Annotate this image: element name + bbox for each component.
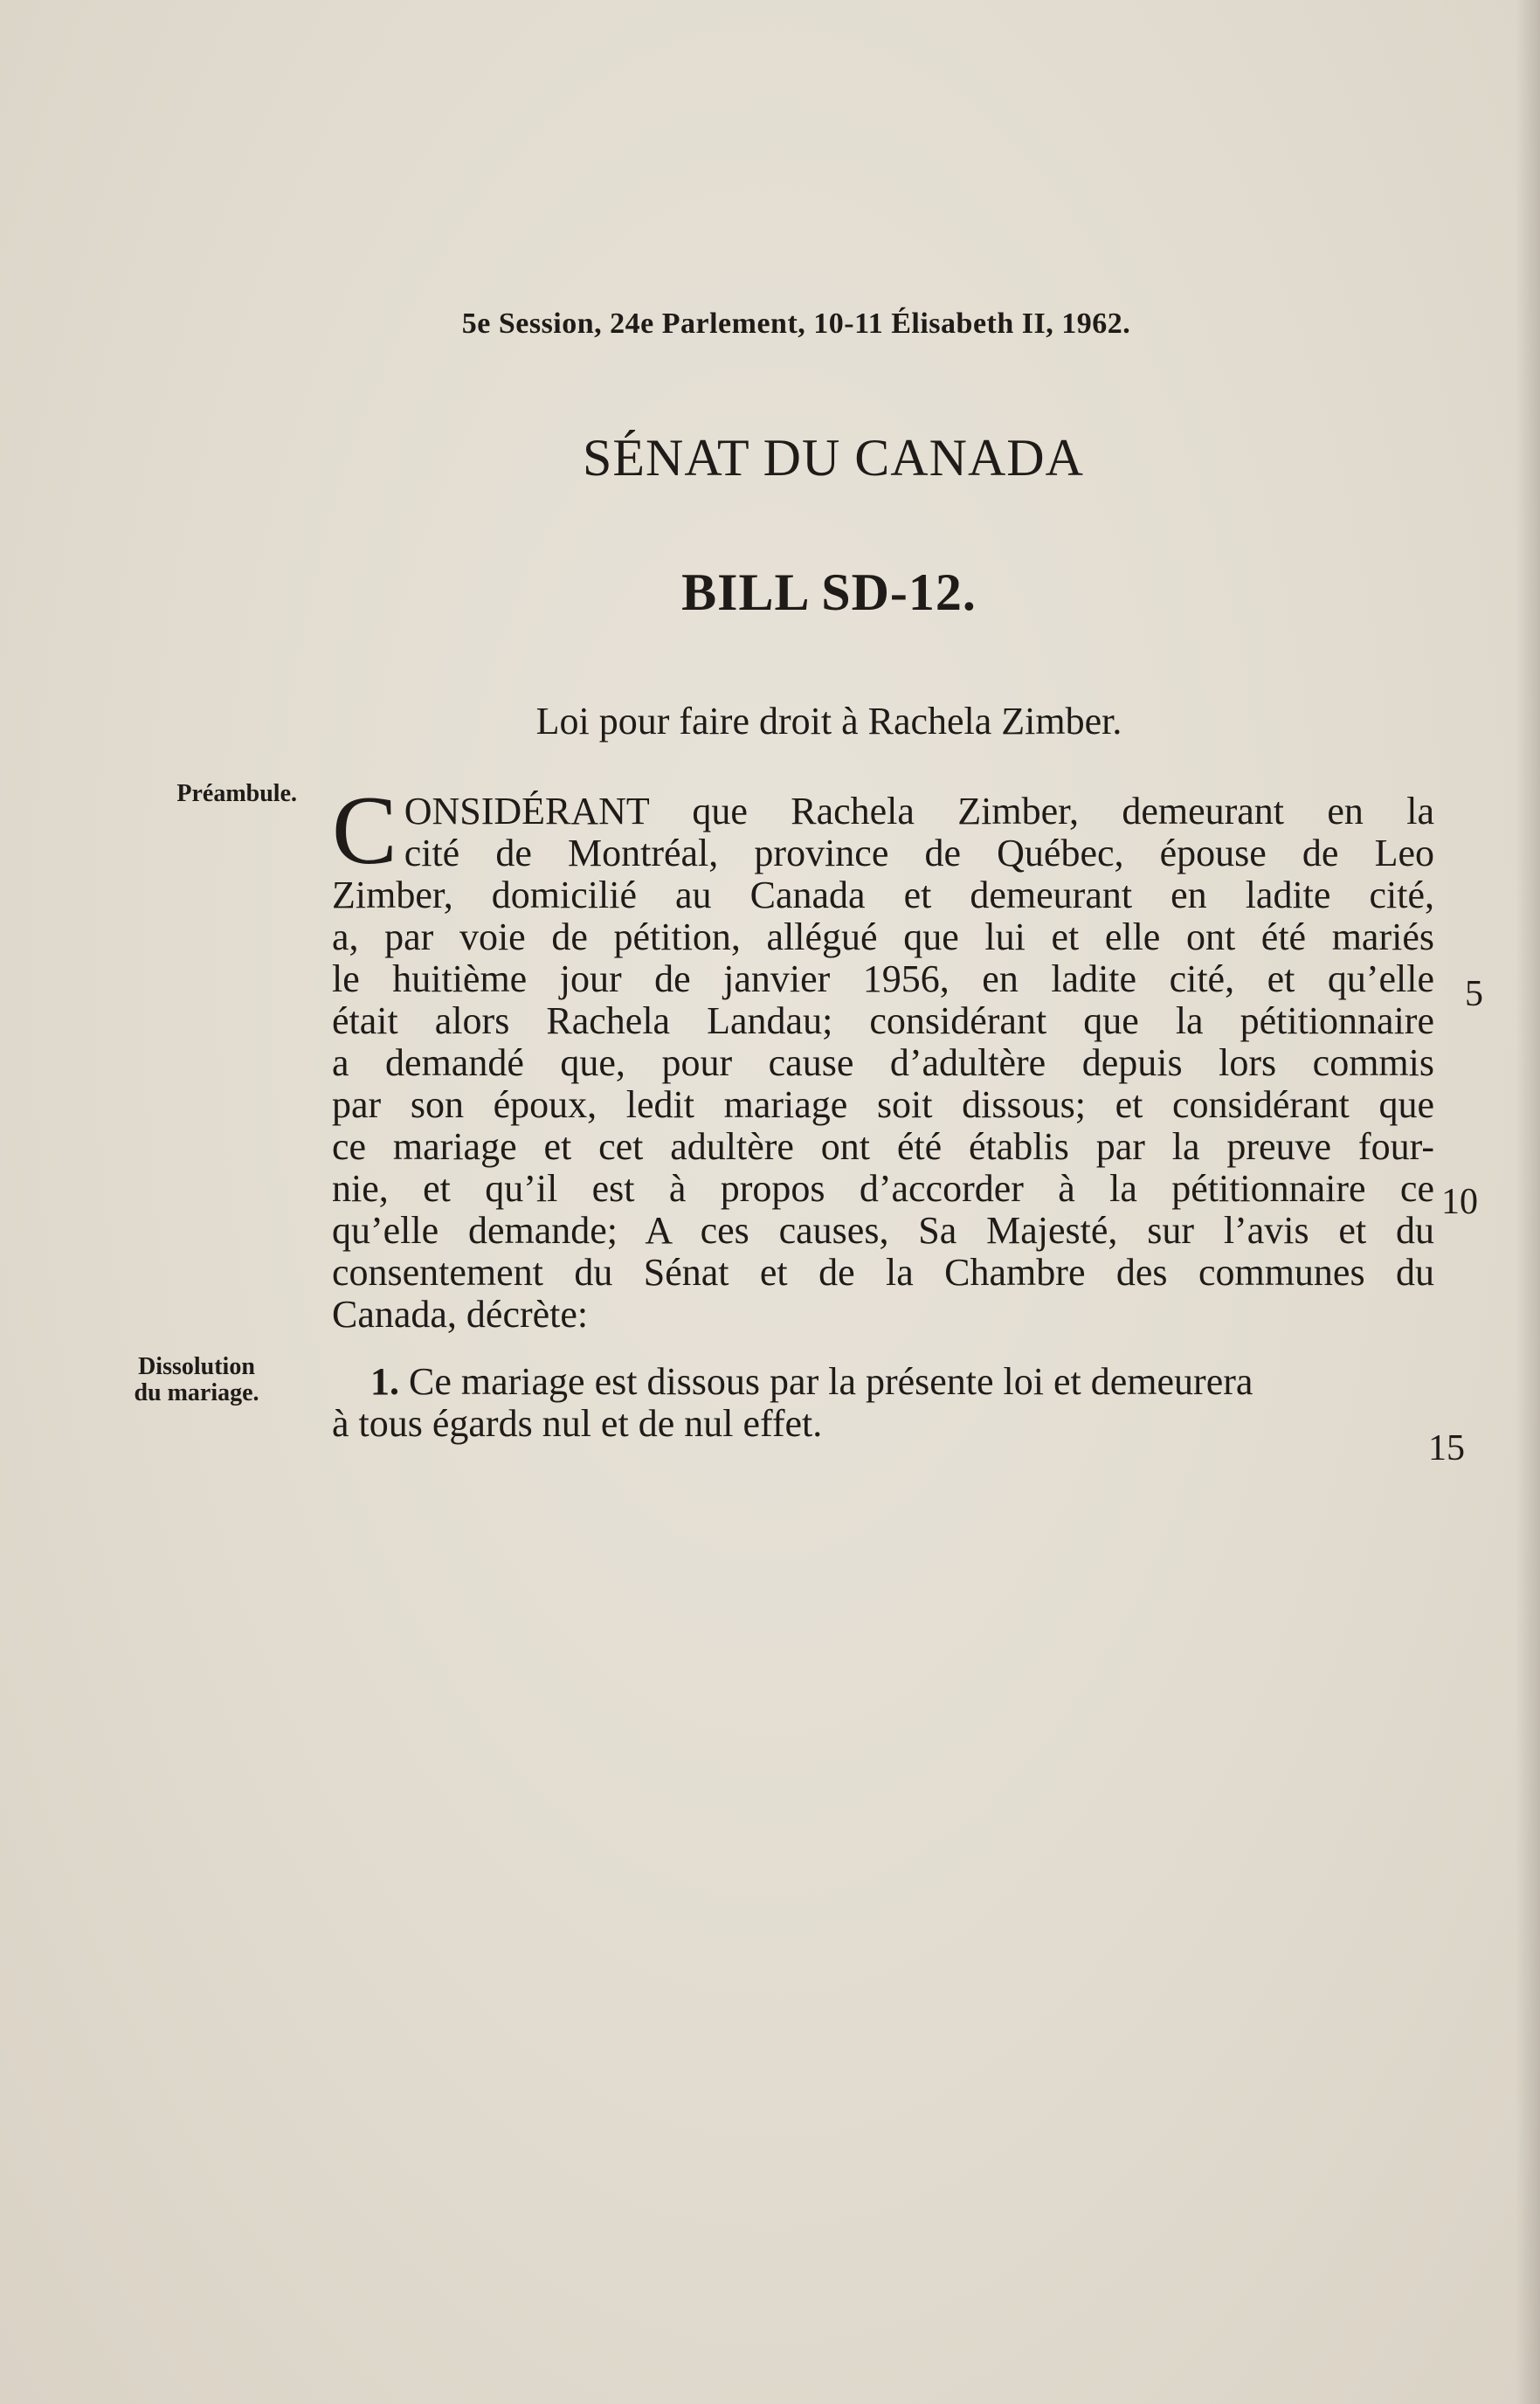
preamble-line: le huitième jour de janvier 1956, en ladite cité, et qu’elle [332,957,1434,1000]
preamble-line: qu’elle demande; A ces causes, Sa Majesté, sur l’avis et du [332,1209,1434,1252]
preamble-line: nie, et qu’il est à propos d’accorder à la pétitionnaire ce [332,1167,1434,1210]
section-1-text-2: à tous égards nul et de nul effet. [332,1402,823,1445]
bill-number: BILL SD-12. [681,563,977,621]
preamble-line: cité de Montréal, province de Québec, épouse de Leo [404,832,1434,874]
dropcap-letter: C [332,777,397,885]
preamble-text [332,777,1434,1336]
chamber-title: SÉNAT DU CANADA [583,429,1084,487]
session-line: 5e Session, 24e Parlement, 10-11 Élisabeth II, 1962. [461,307,1131,340]
margin-note-dissolution-line2: du mariage. [134,1379,259,1406]
line-number-10: 10 [1441,1182,1478,1222]
margin-note-dissolution [114,1354,280,1406]
preamble-line: par son époux, ledit mariage soit dissous; et considérant que [332,1083,1434,1126]
preamble-line: ce mariage et cet adultère ont été établis par la preuve four- [332,1125,1434,1168]
binding-shadow [1516,0,1540,2404]
preamble-line: ONSIDÉRANT que Rachela Zimber, demeurant en la [404,790,1434,832]
section-1 [332,1361,1434,1445]
section-number: 1. [370,1360,399,1403]
preamble-line: consentement du Sénat et de la Chambre des communes du [332,1251,1434,1294]
preamble-line: a demandé que, pour cause d’adultère depuis lors commis [332,1041,1434,1084]
margin-note-preamble: Préambule. [176,780,297,807]
margin-note-dissolution-line1: Dissolution [138,1353,255,1380]
line-number-5: 5 [1465,974,1483,1014]
section-1-text-1: Ce mariage est dissous par la présente loi et demeurera [409,1360,1253,1403]
bill-long-title: Loi pour faire droit à Rachela Zimber. [535,700,1122,743]
preamble-line: Zimber, domicilié au Canada et demeurant en ladite cité, [332,874,1434,916]
preamble-line: a, par voie de pétition, allégué que lui et elle ont été mariés [332,915,1434,958]
section-1-line1 [332,1361,1434,1403]
preamble-line: était alors Rachela Landau; considérant que la pétitionnaire [332,999,1434,1042]
preamble-line: Canada, décrète: [332,1293,589,1336]
line-number-15: 15 [1428,1428,1465,1468]
